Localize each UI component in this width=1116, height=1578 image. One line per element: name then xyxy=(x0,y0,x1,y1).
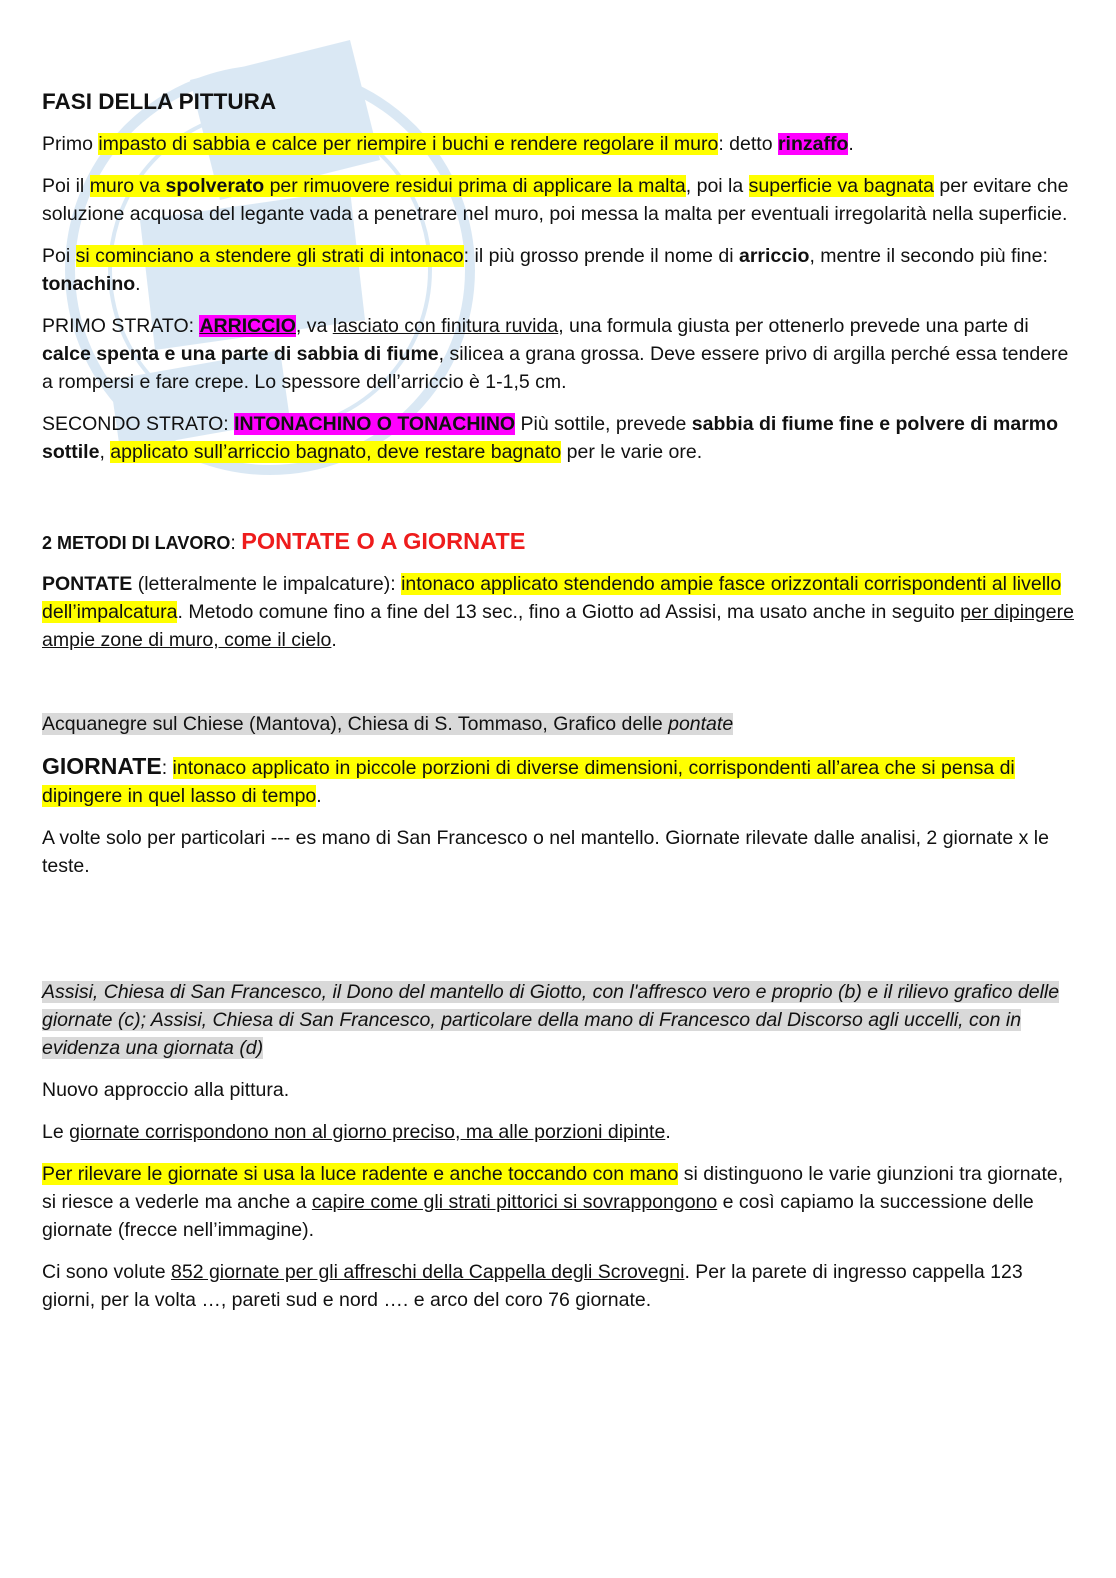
highlighted-text: intonaco applicato stendendo ampie fasce orizzontali corrispondenti al livello dell’impalcatura xyxy=(42,573,1062,623)
text: , mentre il secondo più fine: xyxy=(809,245,1048,267)
paragraph-porzioni xyxy=(42,1118,1074,1146)
highlighted-text: impasto di sabbia e calce per riempire i buchi e rendere regolare il muro xyxy=(98,133,719,155)
text: . xyxy=(331,629,337,651)
paragraph-pontate xyxy=(42,570,1074,654)
text: : xyxy=(230,532,242,554)
text: SECONDO STRATO: xyxy=(42,413,235,435)
text: . xyxy=(848,133,854,155)
bold-term: arriccio xyxy=(738,245,810,267)
bold-term: tonachino xyxy=(42,273,136,295)
paragraph-luce-radente xyxy=(42,1160,1074,1244)
underlined-text: capire come gli strati pittorici si sovrappongono xyxy=(311,1191,718,1213)
text: Più sottile, prevede xyxy=(515,413,692,435)
text: si distinguono le varie giunzioni tra giornate, si riesce a vederle ma anche a xyxy=(42,1163,1064,1213)
paragraph-spolvero xyxy=(42,172,1074,228)
italic-text: pontate xyxy=(668,713,734,735)
highlighted-text: intonaco applicato in piccole porzioni di diverse dimensioni, corrispondenti all’area che si pensa di dipingere in quel lasso di tempo xyxy=(42,757,1015,807)
caption-text: Assisi, Chiesa di San Francesco, il Dono del mantello di Giotto, con l'affresco vero e proprio (b) e il rilievo grafico delle giornate (c); Assisi, Chiesa di San Francesco, particolare della mano di Francesco dal Discorso agli uccelli, con in evidenza una giornata (d) xyxy=(42,981,1060,1059)
text: Ci sono volute xyxy=(42,1261,171,1283)
text: . Metodo comune fino a fine del 13 sec., fino a Giotto ad Assisi, ma usato anche in seguito xyxy=(177,601,961,623)
text: per le varie ore. xyxy=(561,441,703,463)
text: per rimuovere residui prima di applicare la malta xyxy=(264,175,686,197)
text: : detto xyxy=(718,133,778,155)
highlighted-text: Per rilevare le giornate si usa la luce radente e anche toccando con mano xyxy=(42,1163,679,1185)
text: Poi xyxy=(42,245,76,267)
text: : xyxy=(161,757,173,779)
highlighted-term: rinzaffo xyxy=(777,133,849,155)
text: Le xyxy=(42,1121,70,1143)
paragraph-secondo-strato xyxy=(42,410,1074,466)
underlined-text: giornate corrispondono non al giorno preciso, ma alle porzioni dipinte xyxy=(69,1121,666,1143)
text: , silicea a grana grossa. Deve essere privo di argilla perché essa tendere a rompersi e fare crepe. Lo spessore dell’arriccio è 1-1,5 cm. xyxy=(42,343,1069,393)
bold-term: spolverato xyxy=(165,175,265,197)
text: Acquanegre sul Chiese (Mantova), Chiesa di S. Tommaso, Grafico delle xyxy=(42,713,669,735)
text: PRIMO STRATO: xyxy=(42,315,200,337)
text: Poi il xyxy=(42,175,90,197)
underlined-text: 852 giornate per gli affreschi della Cappella degli Scrovegni xyxy=(171,1261,685,1283)
section-heading-red: PONTATE O A GIORNATE xyxy=(241,528,526,554)
paragraph-strati xyxy=(42,242,1074,298)
paragraph-rinzaffo xyxy=(42,130,1074,158)
bold-term: GIORNATE xyxy=(42,753,162,779)
highlighted-text: si cominciano a stendere gli strati di intonaco xyxy=(75,245,464,267)
text: , va xyxy=(295,315,333,337)
text: , xyxy=(99,441,111,463)
bold-term: PONTATE xyxy=(42,573,133,595)
section-heading-label: 2 METODI DI LAVORO xyxy=(42,533,231,553)
text: . xyxy=(135,273,141,295)
section-heading-metodi xyxy=(42,524,1074,560)
paragraph-primo-strato xyxy=(42,312,1074,396)
highlighted-text xyxy=(90,175,686,197)
highlighted-text: superficie va bagnata xyxy=(748,175,935,197)
highlighted-text: applicato sull’arriccio bagnato, deve restare bagnato xyxy=(110,441,562,463)
text: : il più grosso prende il nome di xyxy=(463,245,739,267)
text: e così capiamo la successione delle giornate (frecce nell’immagine). xyxy=(42,1191,1034,1241)
caption-text xyxy=(42,713,733,735)
text: . xyxy=(316,785,322,807)
highlighted-term: ARRICCIO xyxy=(199,315,296,337)
bold-term: calce spenta e una parte di sabbia di fiume xyxy=(42,343,439,365)
paragraph-scrovegni xyxy=(42,1258,1074,1314)
document-page xyxy=(42,86,1074,1314)
paragraph-particolari: A volte solo per particolari --- es mano di San Francesco o nel mantello. Giornate rilevate dalle analisi, 2 giornate x le teste. xyxy=(42,827,1049,877)
text: per evitare che soluzione acquosa del legante vada a penetrare nel muro, poi messa la malta per eventuali irregolarità nella superficie. xyxy=(42,175,1069,225)
text: Primo xyxy=(42,133,99,155)
text: muro va xyxy=(89,175,166,197)
text: (letteralmente le impalcature): xyxy=(132,573,402,595)
underlined-text: per dipingere ampie zone di muro, come il cielo xyxy=(42,601,1074,651)
text: . Per la parete di ingresso cappella 123 giorni, per la volta …, pareti sud e nord …. e arco del coro 76 giornate. xyxy=(42,1261,1023,1311)
text: , poi la xyxy=(685,175,749,197)
paragraph-approccio: Nuovo approccio alla pittura. xyxy=(42,1079,290,1101)
caption-pontate xyxy=(42,710,1074,738)
paragraph-giornate xyxy=(42,752,1074,810)
document-title: FASI DELLA PITTURA xyxy=(42,89,277,114)
bold-term: sabbia di fiume fine e polvere di marmo sottile xyxy=(42,413,1059,463)
text: . xyxy=(665,1121,671,1143)
text: , una formula giusta per ottenerlo prevede una parte di xyxy=(558,315,1029,337)
highlighted-term: INTONACHINO O TONACHINO xyxy=(234,413,516,435)
underlined-text: lasciato con finitura ruvida xyxy=(332,315,559,337)
caption-giornate xyxy=(42,978,1074,1062)
